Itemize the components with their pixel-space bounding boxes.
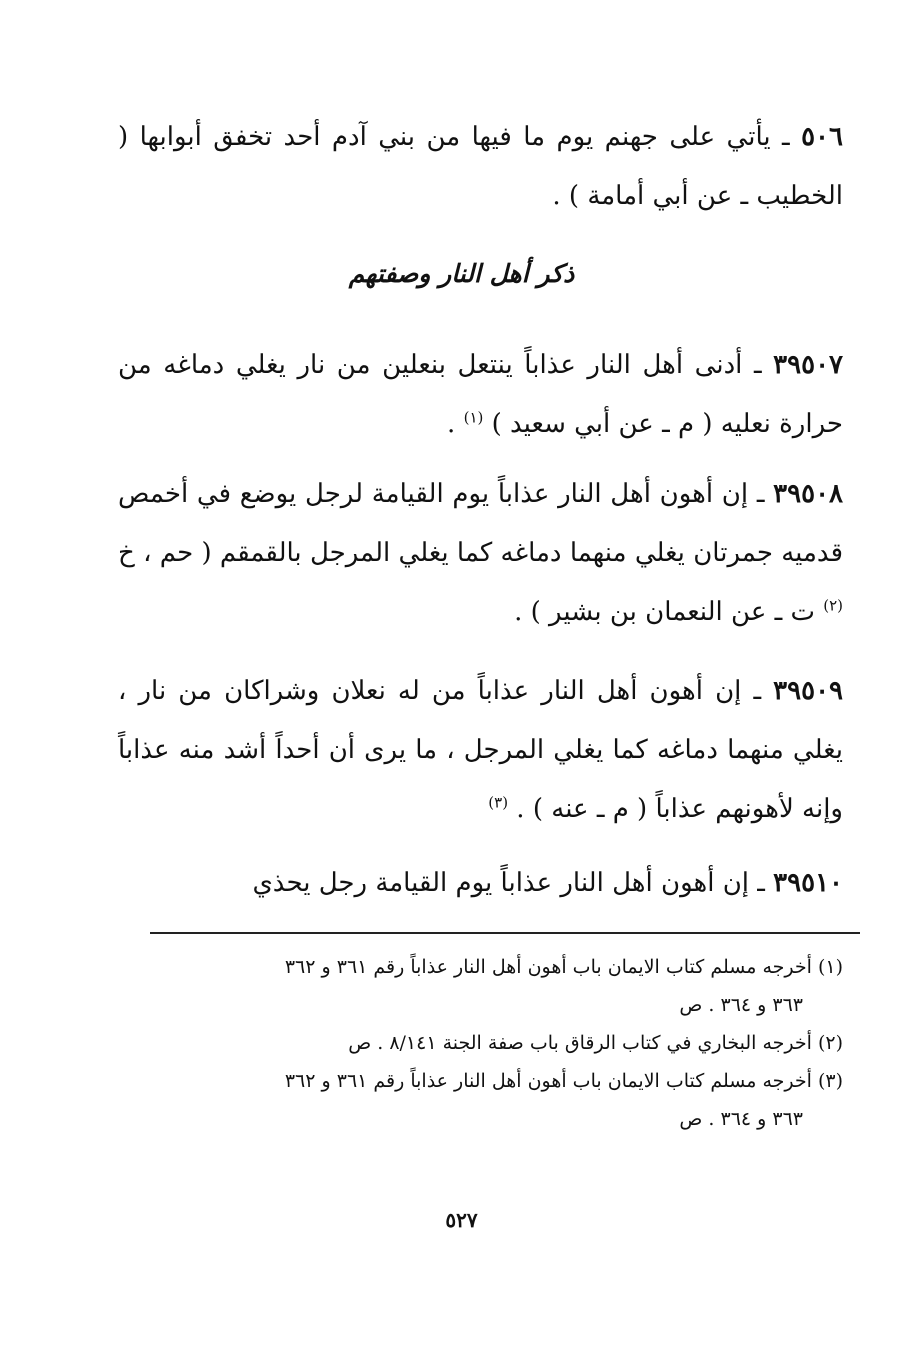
footnote-1 bbox=[118, 948, 843, 1024]
hadith-506 bbox=[118, 108, 843, 226]
footnote-continuation: ٣٦٣ و ٣٦٤ . ص bbox=[679, 994, 803, 1016]
footnote-text: أخرجه البخاري في كتاب الرقاق باب صفة الجنة ٨/١٤١ . ص bbox=[348, 1032, 818, 1054]
hadith-number: ٥٠٦ bbox=[801, 122, 843, 152]
footnote-continuation: ٣٦٣ و ٣٦٤ . ص bbox=[679, 1108, 803, 1130]
hadith-text: ـ إن أهون أهل النار عذاباً يوم القيامة رجل يحذي bbox=[252, 868, 774, 898]
hadith-number: ٣٩٥٠٨ bbox=[773, 479, 843, 509]
hadith-39509 bbox=[118, 662, 843, 839]
hadith-number: ٣٩٥٠٩ bbox=[773, 676, 843, 706]
hadith-39508 bbox=[118, 465, 843, 642]
footnote-divider bbox=[150, 932, 860, 934]
footnote-2 bbox=[118, 1024, 843, 1062]
footnote-reference[interactable]: (٣) bbox=[488, 793, 509, 812]
hadith-text-end: ت ـ عن النعمان بن بشير ) . bbox=[514, 597, 824, 627]
section-heading: ذكر أهل النار وصفتهم bbox=[348, 259, 575, 288]
hadith-text: ـ أدنى أهل النار عذاباً ينتعل بنعلين من نار يغلي دماغه من حرارة نعليه ( م ـ عن أبي سعيد ) bbox=[118, 350, 843, 439]
hadith-text: ـ يأتي على جهنم يوم ما فيها من بني آدم أحد تخفق أبوابها ( الخطيب ـ عن أبي أمامة ) . bbox=[118, 122, 843, 211]
footnote-text: أخرجه مسلم كتاب الايمان باب أهون أهل النار عذاباً رقم ٣٦١ و ٣٦٢ bbox=[284, 1070, 818, 1092]
footnote-text: أخرجه مسلم كتاب الايمان باب أهون أهل النار عذاباً رقم ٣٦١ و ٣٦٢ bbox=[284, 956, 818, 978]
hadith-number: ٣٩٥٠٧ bbox=[773, 350, 843, 380]
hadith-number: ٣٩٥١٠ bbox=[773, 868, 843, 898]
footnote-reference[interactable]: (١) bbox=[463, 408, 484, 427]
footnote-3 bbox=[118, 1062, 843, 1138]
hadith-39507 bbox=[118, 336, 843, 454]
footnotes-list bbox=[118, 948, 843, 1138]
hadith-text-end: . bbox=[447, 409, 464, 439]
footnote-reference[interactable]: (٢) bbox=[823, 596, 843, 615]
hadith-text: ـ إن أهون أهل النار عذاباً من له نعلان وشراكان من نار ، يغلي منهما دماغه كما يغلي المرجل ، ما يرى أن أحداً أشد منه عذاباً وإنه لأهونهم عذاباً ( م ـ عنه ) . bbox=[118, 676, 843, 824]
hadith-39510 bbox=[118, 854, 843, 913]
footnote-marker: (٣) bbox=[817, 1070, 843, 1092]
footnote-marker: (١) bbox=[817, 956, 843, 978]
footnote-marker: (٢) bbox=[817, 1032, 843, 1054]
hadith-text: ـ إن أهون أهل النار عذاباً يوم القيامة لرجل يوضع في أخمص قدميه جمرتان يغلي منهما دماغه كما يغلي المرجل بالقمقم ( حم ، خ bbox=[118, 479, 843, 568]
page-number: ٥٢٧ bbox=[445, 1208, 478, 1232]
